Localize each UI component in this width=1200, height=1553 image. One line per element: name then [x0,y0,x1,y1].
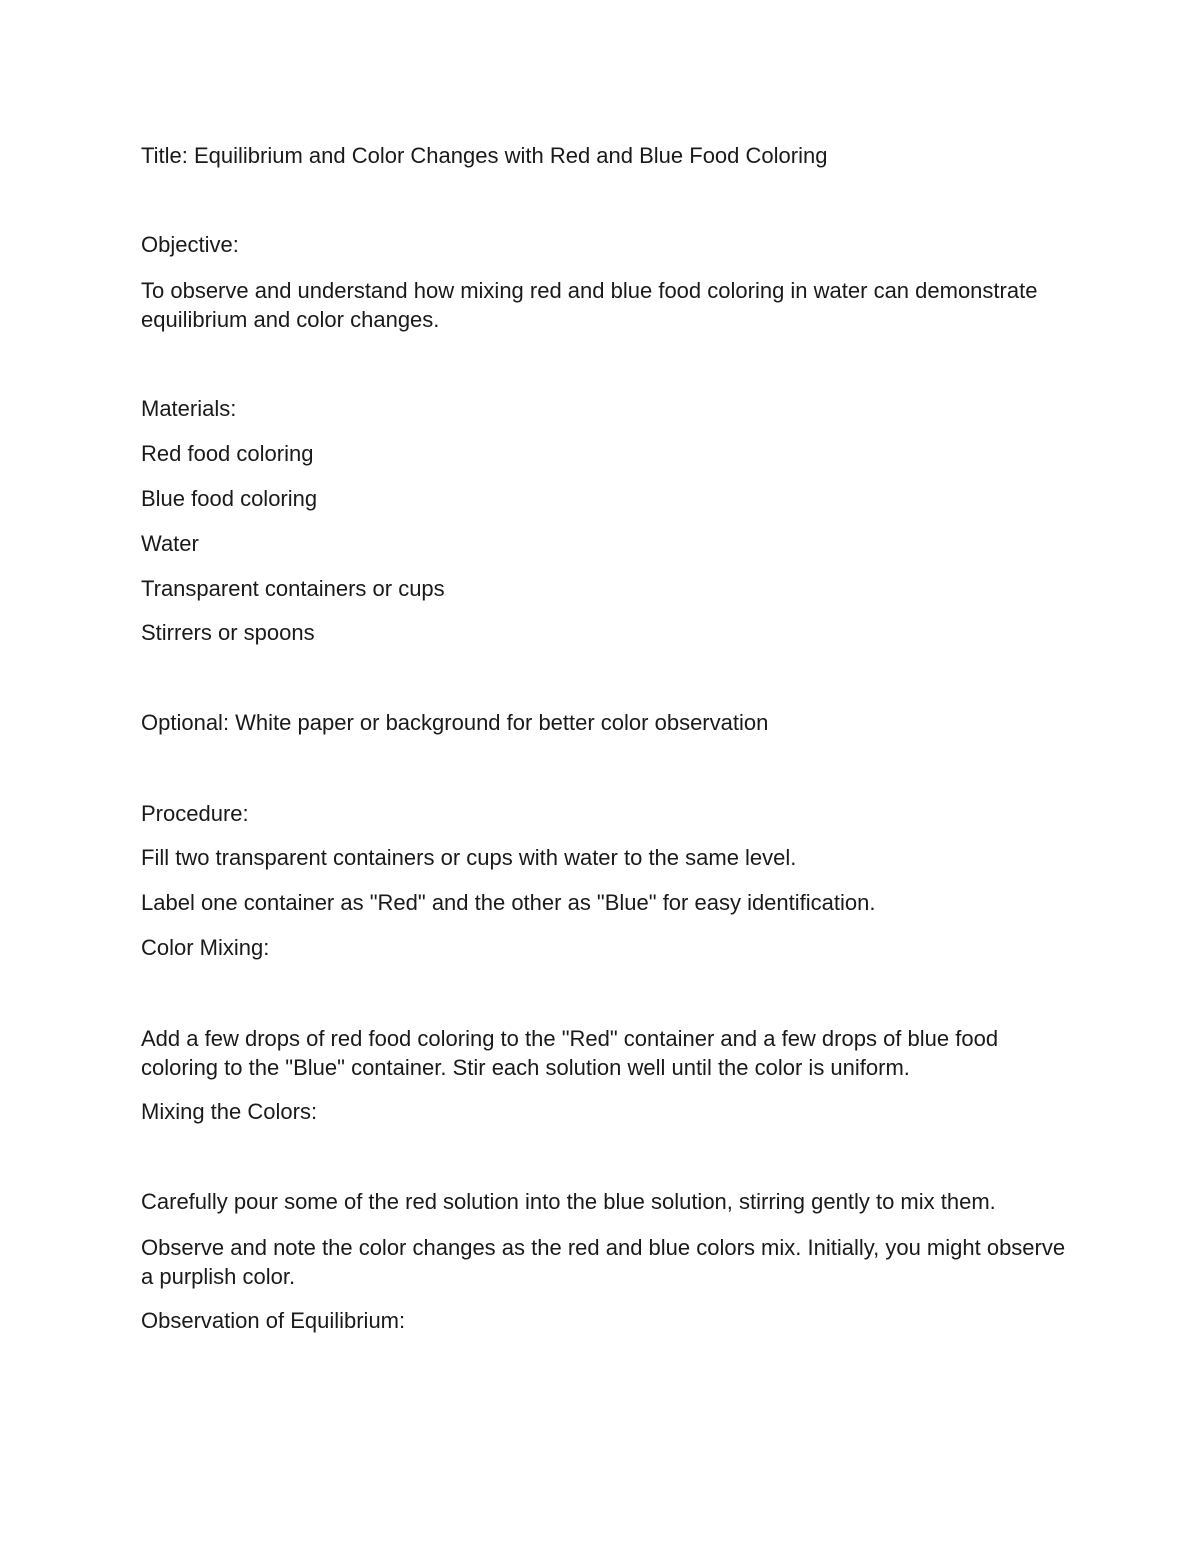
color-mixing-text: Add a few drops of red food coloring to the "Red" container and a few drops of blue food coloring to the "Blue" container. Stir each solution well until the color is uniform. [141,1026,999,1080]
mixing-colors-heading: Mixing the Colors: [141,1099,318,1124]
materials-heading: Materials: [141,396,237,421]
material-item: Stirrers or spoons [141,620,315,645]
mixing-colors-step: Observe and note the color changes as the red and blue colors mix. Initially, you might observe a purplish color. [141,1235,1066,1289]
procedure-heading: Procedure: [141,801,249,826]
optional-note: Optional: White paper or background for better color observation [141,710,769,735]
material-item: Red food coloring [141,441,314,466]
objective-heading: Objective: [141,232,239,257]
document-title: Title: Equilibrium and Color Changes with Red and Blue Food Coloring [141,143,828,168]
procedure-step: Fill two transparent containers or cups with water to the same level. [141,845,797,870]
mixing-colors-step: Carefully pour some of the red solution into the blue solution, stirring gently to mix them. [141,1189,996,1214]
observation-heading: Observation of Equilibrium: [141,1308,406,1333]
material-item: Blue food coloring [141,486,318,511]
procedure-step: Label one container as "Red" and the other as "Blue" for easy identification. [141,890,876,915]
material-item: Water [141,531,199,556]
objective-text: To observe and understand how mixing red and blue food coloring in water can demonstrate equilibrium and color changes. [141,278,1038,332]
material-item: Transparent containers or cups [141,576,445,601]
color-mixing-heading: Color Mixing: [141,935,270,960]
